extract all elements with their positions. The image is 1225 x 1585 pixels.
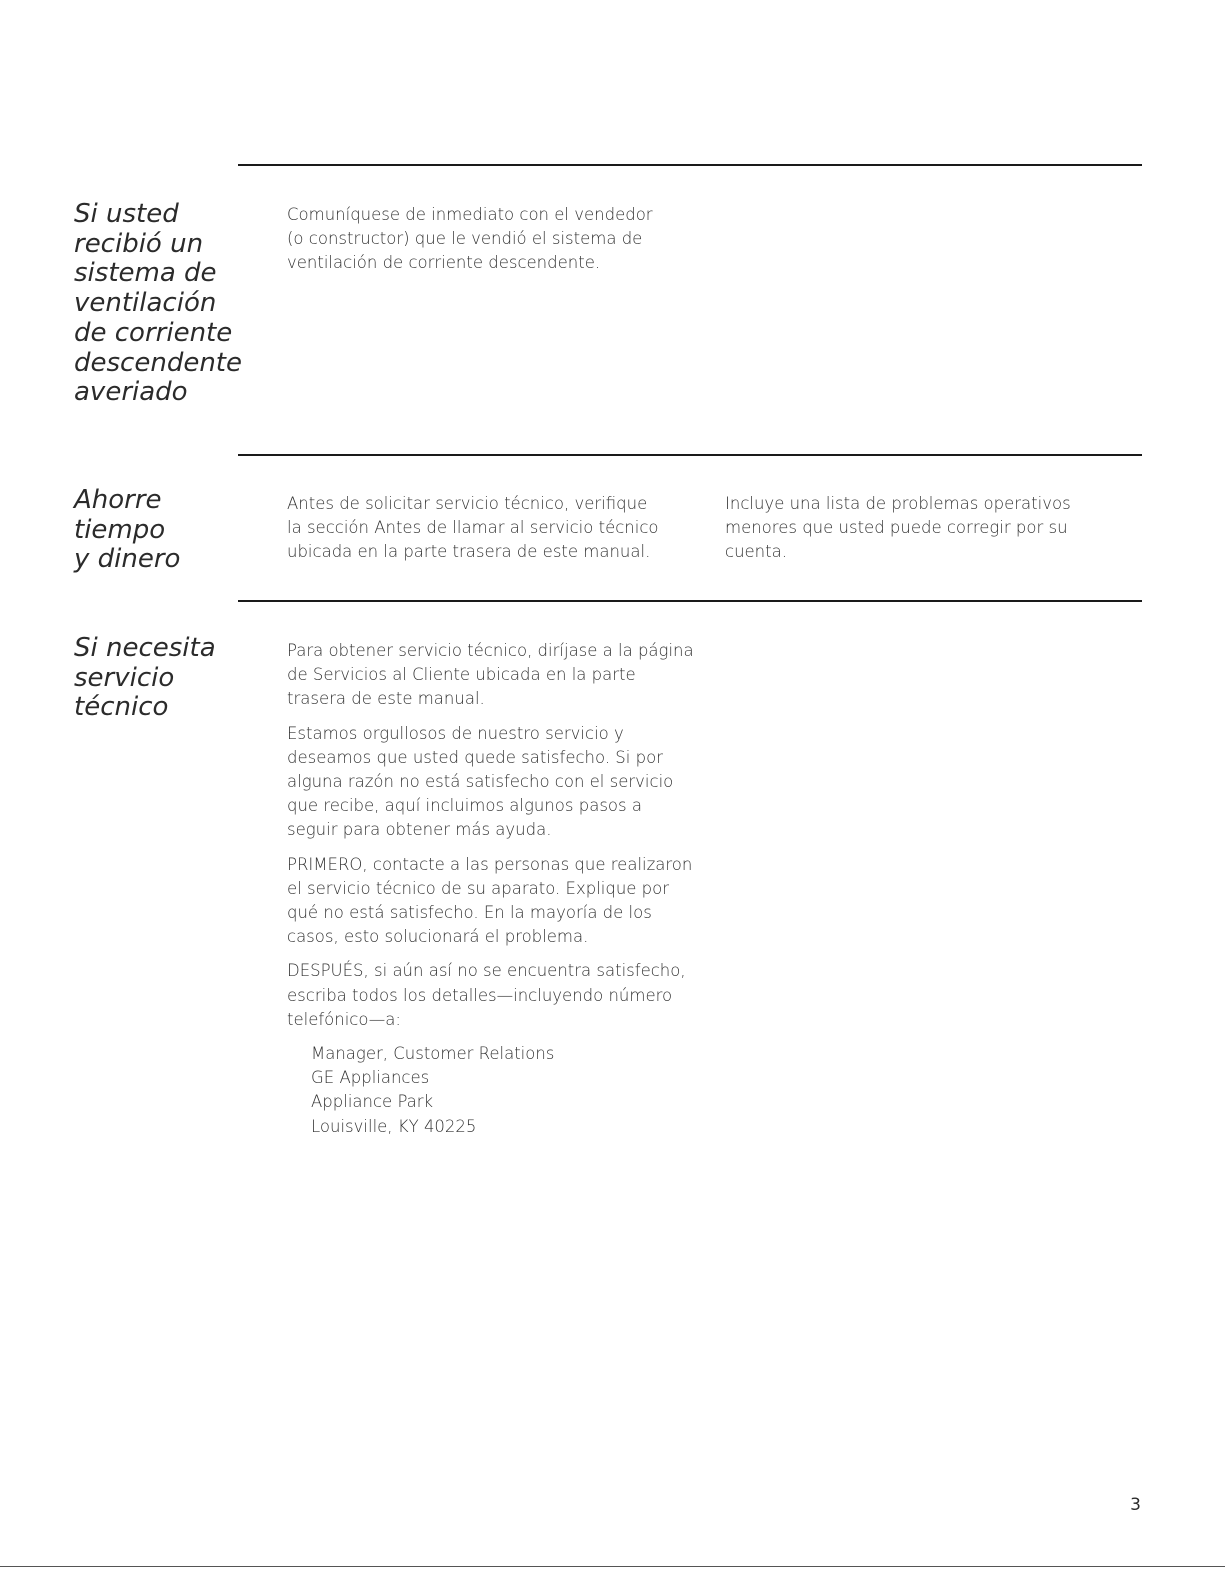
paragraph-next-step: DESPUÉS, si aún así no se encuentra satisfecho, escriba todos los detalles—incluyendo número telefónico—a: [287, 961, 686, 1029]
section-divider-2 [238, 454, 1142, 456]
paragraph-contact-dealer: Comuníquese de inmediato con el vendedor (o constructor) que le vendió el sistema de ventilación de corriente descendente. [287, 205, 653, 273]
section-body-save-time-right [725, 492, 1125, 575]
paragraph-minor-problems: Incluye una lista de problemas operativos menores que usted puede corregir por su cuenta. [725, 494, 1071, 562]
paragraph-check-troubleshooting: Antes de solicitar servicio técnico, verifique la sección Antes de llamar al servicio técnico ubicada en la parte trasera de este manual. [287, 494, 659, 562]
section-heading-need-service: Si necesita servicio técnico [74, 633, 216, 723]
paragraph-get-service: Para obtener servicio técnico, diríjase a la página de Servicios al Cliente ubicada en la parte trasera de este manual. [287, 641, 694, 709]
section-heading-save-time: Ahorre tiempo y dinero [74, 485, 181, 575]
section-divider-3 [238, 600, 1142, 602]
page-bottom-edge [0, 1566, 1225, 1567]
mailing-address: Manager, Customer Relations GE Appliances Appliance Park Louisville, KY 40225 [311, 1044, 555, 1136]
section-body-save-time-left [287, 492, 712, 575]
paragraph-proud-of-service: Estamos orgullosos de nuestro servicio y deseamos que usted quede satisfecho. Si por alguna razón no está satisfecho con el servicio que recibe, aquí incluimos algunos pasos a seguir para obtener más ayuda. [287, 723, 674, 840]
section-divider-1 [238, 164, 1142, 166]
page-number: 3 [1130, 1495, 1141, 1515]
paragraph-first-step: PRIMERO, contacte a las personas que realizaron el servicio técnico de su aparato. Explique por qué no está satisfecho. En la mayoría de los casos, esto solucionará el problema. [287, 854, 693, 947]
section-body-need-service [287, 639, 717, 1139]
section-body-damaged-system [287, 203, 707, 286]
section-heading-damaged-system: Si usted recibió un sistema de ventilación de corriente descendente averiado [74, 199, 242, 408]
